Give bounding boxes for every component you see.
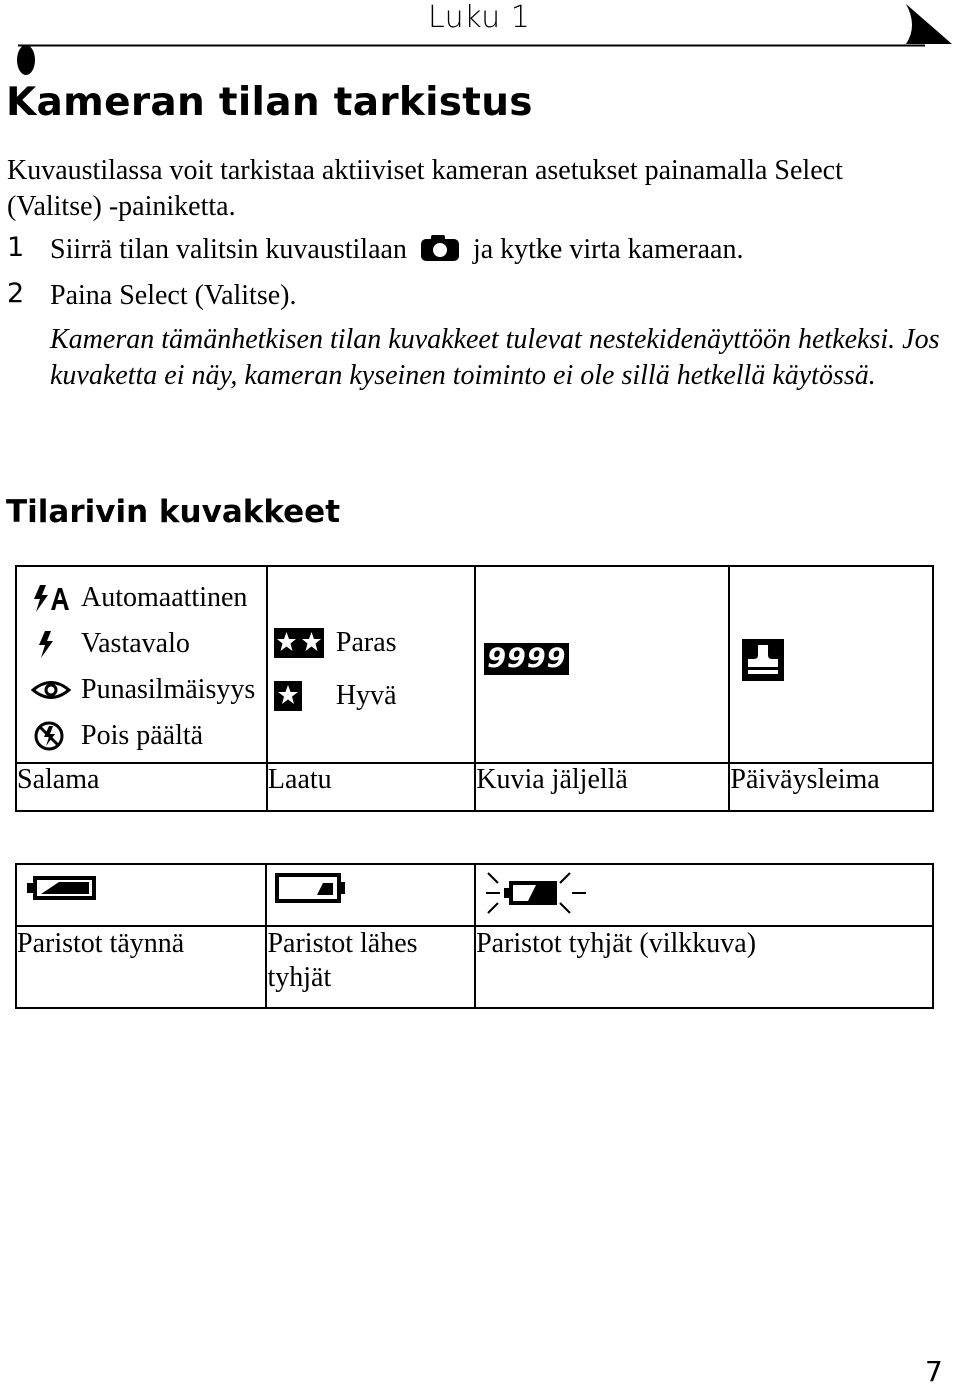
battery-status-table <box>15 863 934 1009</box>
flash-off-icon <box>31 720 71 752</box>
battery-full-icon-cell <box>16 864 266 926</box>
chapter-label: Luku 1 <box>428 0 531 35</box>
picture-counter-icon <box>484 643 569 675</box>
note-paragraph: Kameran tämänhetkisen tilan kuvakkeet tulevat nestekidenäyttöön hetkeksi. Jos kuvaketta ei näy, kameran kyseinen toiminto ei ole sillä hetkellä käytössä. <box>50 324 940 391</box>
page-number: 7 <box>925 1355 943 1388</box>
quality-good-label: Hyvä <box>335 680 397 711</box>
pictures-remaining-label: Kuvia jäljellä <box>475 763 729 811</box>
date-stamp-icon-cell <box>729 566 933 763</box>
quality-column-label: Laatu <box>267 763 475 811</box>
one-star-icon <box>274 681 302 711</box>
flash-mode-red-eye <box>17 667 266 713</box>
flash-fill-icon <box>31 628 71 660</box>
flash-auto-label: Automaattinen <box>81 582 248 613</box>
step-1-text-before: Siirrä tilan valitsin kuvaustilaan <box>50 234 407 265</box>
flash-fill-label: Vastavalo <box>81 628 190 659</box>
red-eye-label: Punasilmäisyys <box>81 674 256 705</box>
step-1-text <box>50 232 743 268</box>
battery-low-icon <box>275 873 345 903</box>
flash-mode-off <box>17 713 266 759</box>
page-title: Kameran tilan tarkistus <box>6 80 533 125</box>
pictures-remaining-icon-cell <box>475 566 729 763</box>
battery-low-label: Paristot lähes tyhjät <box>266 926 475 1008</box>
picture-counter-value: 9999 <box>487 643 567 674</box>
section-title: Tilarivin kuvakkeet <box>6 494 341 530</box>
battery-full-icon <box>27 875 97 901</box>
flash-mode-fill <box>17 621 266 667</box>
battery-empty-label: Paristot tyhjät (vilkkuva) <box>475 926 933 1008</box>
step-number: 1 <box>7 232 25 263</box>
step-1-text-after: ja kytke virta kameraan. <box>472 234 744 265</box>
intro-paragraph: Kuvaustilassa voit tarkistaa aktiiviset kameran asetukset painamalla Select (Valitse) -painiketta. <box>7 155 843 222</box>
quality-icons-cell <box>267 566 475 763</box>
date-stamp-label: Päiväysleima <box>729 763 933 811</box>
flash-off-label: Pois päältä <box>81 720 204 751</box>
camera-icon <box>420 234 460 262</box>
step-number: 2 <box>7 278 25 309</box>
status-icons-table <box>15 565 934 812</box>
flash-auto-icon <box>31 582 71 614</box>
battery-full-label: Paristot täynnä <box>16 926 266 1008</box>
battery-empty-icon-cell <box>475 864 933 926</box>
battery-low-icon-cell <box>266 864 475 926</box>
quality-best-label: Paras <box>335 627 397 658</box>
quality-good <box>268 667 474 725</box>
red-eye-icon <box>31 674 71 706</box>
flash-icons-cell <box>16 566 267 763</box>
two-stars-icon <box>274 628 324 658</box>
date-stamp-icon <box>742 639 784 681</box>
flash-mode-auto <box>17 575 266 621</box>
step-2-text: Paina Select (Valitse). <box>50 280 297 311</box>
quality-best <box>268 619 474 667</box>
flash-column-label: Salama <box>16 763 267 811</box>
battery-empty-blinking-icon <box>484 869 588 917</box>
